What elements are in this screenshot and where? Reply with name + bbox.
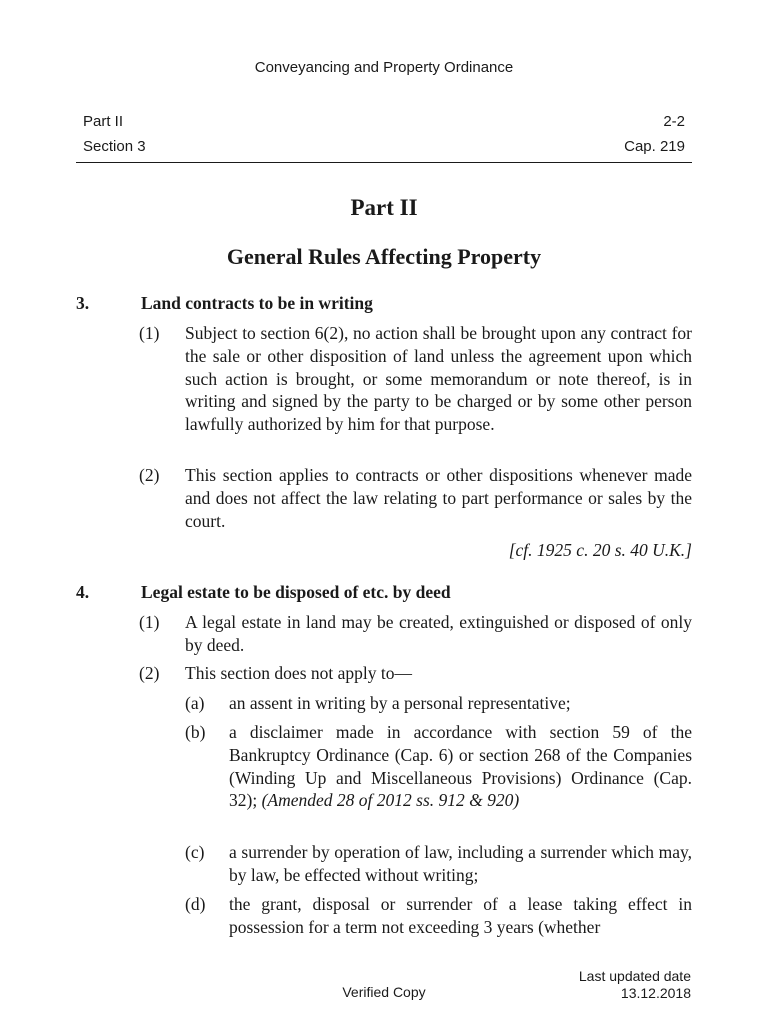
last-updated	[579, 968, 691, 1002]
paragraph-letter: (d)	[185, 894, 206, 914]
subsection-text: Subject to section 6(2), no action shall be brought upon any contract for the sale or other disposition of land unless the agreement upon which such action is brought, or some memorandum or note thereof, is in writing and signed by the party to be charged or by some other person lawfully authorized by him for that purpose.	[185, 323, 692, 435]
subsection-text: This section does not apply to—	[185, 663, 412, 683]
subsection-number: (2)	[139, 663, 160, 683]
part-subtitle: General Rules Affecting Property	[226, 244, 542, 269]
header-divider	[76, 162, 692, 163]
last-updated-label: Last updated date	[578, 968, 691, 984]
section-title: Land contracts to be in writing	[141, 293, 373, 313]
subsection-number: (2)	[139, 465, 160, 485]
subsection-text: This section applies to contracts or other dispositions whenever made and does not affect the law relating to part performance or sales by the court.	[185, 465, 692, 531]
last-updated-date: 13.12.2018	[620, 985, 691, 1001]
part-title: Part II	[350, 195, 418, 220]
subsection-number: (1)	[139, 323, 160, 343]
verified-copy-label: Verified Copy	[342, 984, 426, 1000]
section-number: 4.	[76, 582, 90, 602]
section-heading	[76, 293, 373, 314]
paragraph-letter: (c)	[185, 842, 205, 862]
section-title: Legal estate to be disposed of etc. by deed	[141, 582, 451, 602]
chapter-label: Cap. 219	[624, 138, 685, 155]
paragraph-text: an assent in writing by a personal representative;	[229, 693, 571, 713]
part-label: Part II	[83, 113, 124, 130]
paragraph-body: a disclaimer made in accordance with section 59 of the Bankruptcy Ordinance (Cap. 6) or section 268 of the Companies (Winding Up and Miscellaneous Provisions) Ordinance (Cap. 32);	[229, 722, 692, 811]
paragraph-text: the grant, disposal or surrender of a lease taking effect in possession for a term not exceeding 3 years (whether	[229, 894, 692, 937]
section-heading	[76, 582, 451, 603]
amendment-note: (Amended 28 of 2012 ss. 912 & 920)	[261, 790, 520, 811]
document-title: Conveyancing and Property Ordinance	[254, 59, 514, 76]
subsection-text: A legal estate in land may be created, extinguished or disposed of only by deed.	[185, 612, 692, 655]
subsection-number: (1)	[139, 612, 160, 632]
paragraph-text: a surrender by operation of law, including a surrender which may, by law, be effected without writing;	[229, 842, 692, 885]
paragraph-text	[229, 721, 692, 812]
section-number: 3.	[76, 293, 90, 313]
section-label: Section 3	[83, 138, 146, 155]
page-number: 2-2	[663, 113, 685, 130]
paragraph-letter: (b)	[185, 722, 206, 742]
source-citation: [cf. 1925 c. 20 s. 40 U.K.]	[508, 540, 692, 560]
paragraph-letter: (a)	[185, 693, 205, 713]
